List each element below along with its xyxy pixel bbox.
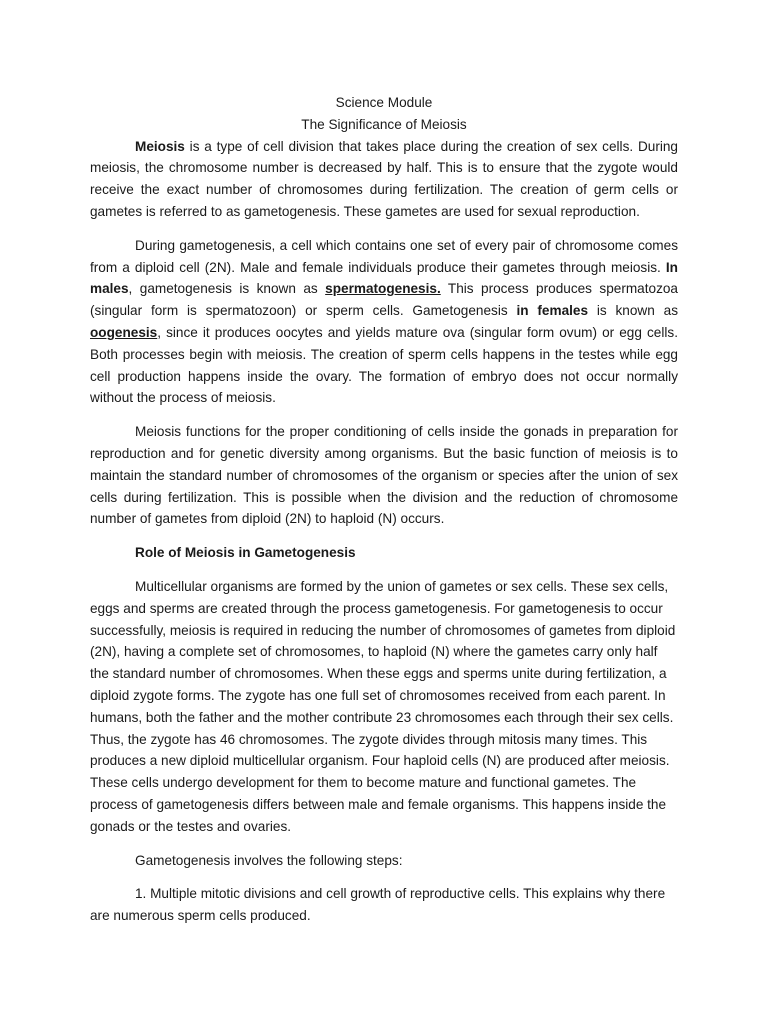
paragraph-text: is a type of cell division that takes place during the creation of sex cells. During meiosis, the chromosome number is decreased by half. This is to ensure that the zygote would receive the exact number of chromosomes during fertilization. The creation of germ cells or gametes is referred to as gametogenesis. These gametes are used for sexual reproduction. — [90, 138, 678, 219]
term-oogenesis: oogenesis — [90, 324, 158, 340]
paragraph-text: , gametogenesis is known as — [128, 281, 326, 297]
paragraph-gametogenesis — [90, 235, 678, 409]
paragraph-text: During gametogenesis, a cell which contains one set of every pair of chromosome comes from a diploid cell (2N). Male and female individuals produce their gametes through meiosis. — [90, 237, 678, 275]
section-heading-text: Role of Meiosis in Gametogenesis — [135, 545, 356, 561]
document-page — [90, 92, 678, 927]
paragraph-text: , since it produces oocytes and yields mature ova (singular form ovum) or egg cells. Both processes begin with meiosis. The creation of sperm cells happens in the testes while egg cell production happens inside the ovary. The formation of embryo does not occur normally without the process of meiosis. — [90, 324, 678, 406]
term-in-females: in females — [516, 303, 589, 319]
document-title: The Significance of Meiosis — [301, 116, 467, 132]
paragraph-meiosis-function: Meiosis functions for the proper conditioning of cells inside the gonads in preparation for reproduction and for genetic diversity among organisms. But the basic function of meiosis is to maintain the standard number of chromosomes of the organism or species after the union of sex cells during fertilization. This is possible when the division and the reduction of chromosome number of gametes from diploid (2N) to haploid (N) occurs. — [90, 424, 678, 527]
paragraph-meiosis-intro — [90, 136, 678, 223]
module-label: Science Module — [335, 95, 433, 110]
paragraph-role-of-meiosis: Multicellular organisms are formed by the union of gametes or sex cells. These sex cells, eggs and sperms are created through the process gametogenesis. For gametogenesis to occur successfully, meiosis is required in reducing the number of chromosomes of gametes from diploid (2N), having a complete set of chromosomes, to haploid (N) where the gametes carry only half the standard number of chromosomes. When these eggs and sperms unite during fertilization, a diploid zygote forms. The zygote has one full set of chromosomes received from each parent. In humans, both the father and the mother contribute 23 chromosomes each through their sex cells. Thus, the zygote has 46 chromosomes. The zygote divides through mitosis many times. This produces a new diploid multicellular organism. Four haploid cells (N) are produced after meiosis. These cells undergo development for them to become mature and functional gametes. The process of gametogenesis differs between male and female organisms. This happens inside the gonads or the testes and ovaries. — [90, 578, 676, 834]
section-heading — [90, 542, 678, 564]
paragraph-text: is known as — [588, 303, 678, 319]
paragraph-steps-intro: Gametogenesis involves the following steps: — [135, 852, 403, 868]
list-item-step-1: 1. Multiple mitotic divisions and cell growth of reproductive cells. This explains why there are numerous sperm cells produced. — [90, 886, 666, 924]
paragraph-text: This process produces spermatozoa (singular form is spermatozoon) or sperm cells. Gametogenesis — [90, 281, 678, 319]
term-spermatogenesis: spermatogenesis. — [325, 281, 441, 297]
term-in-males: In males — [90, 259, 678, 297]
term-meiosis: Meiosis — [135, 138, 185, 154]
